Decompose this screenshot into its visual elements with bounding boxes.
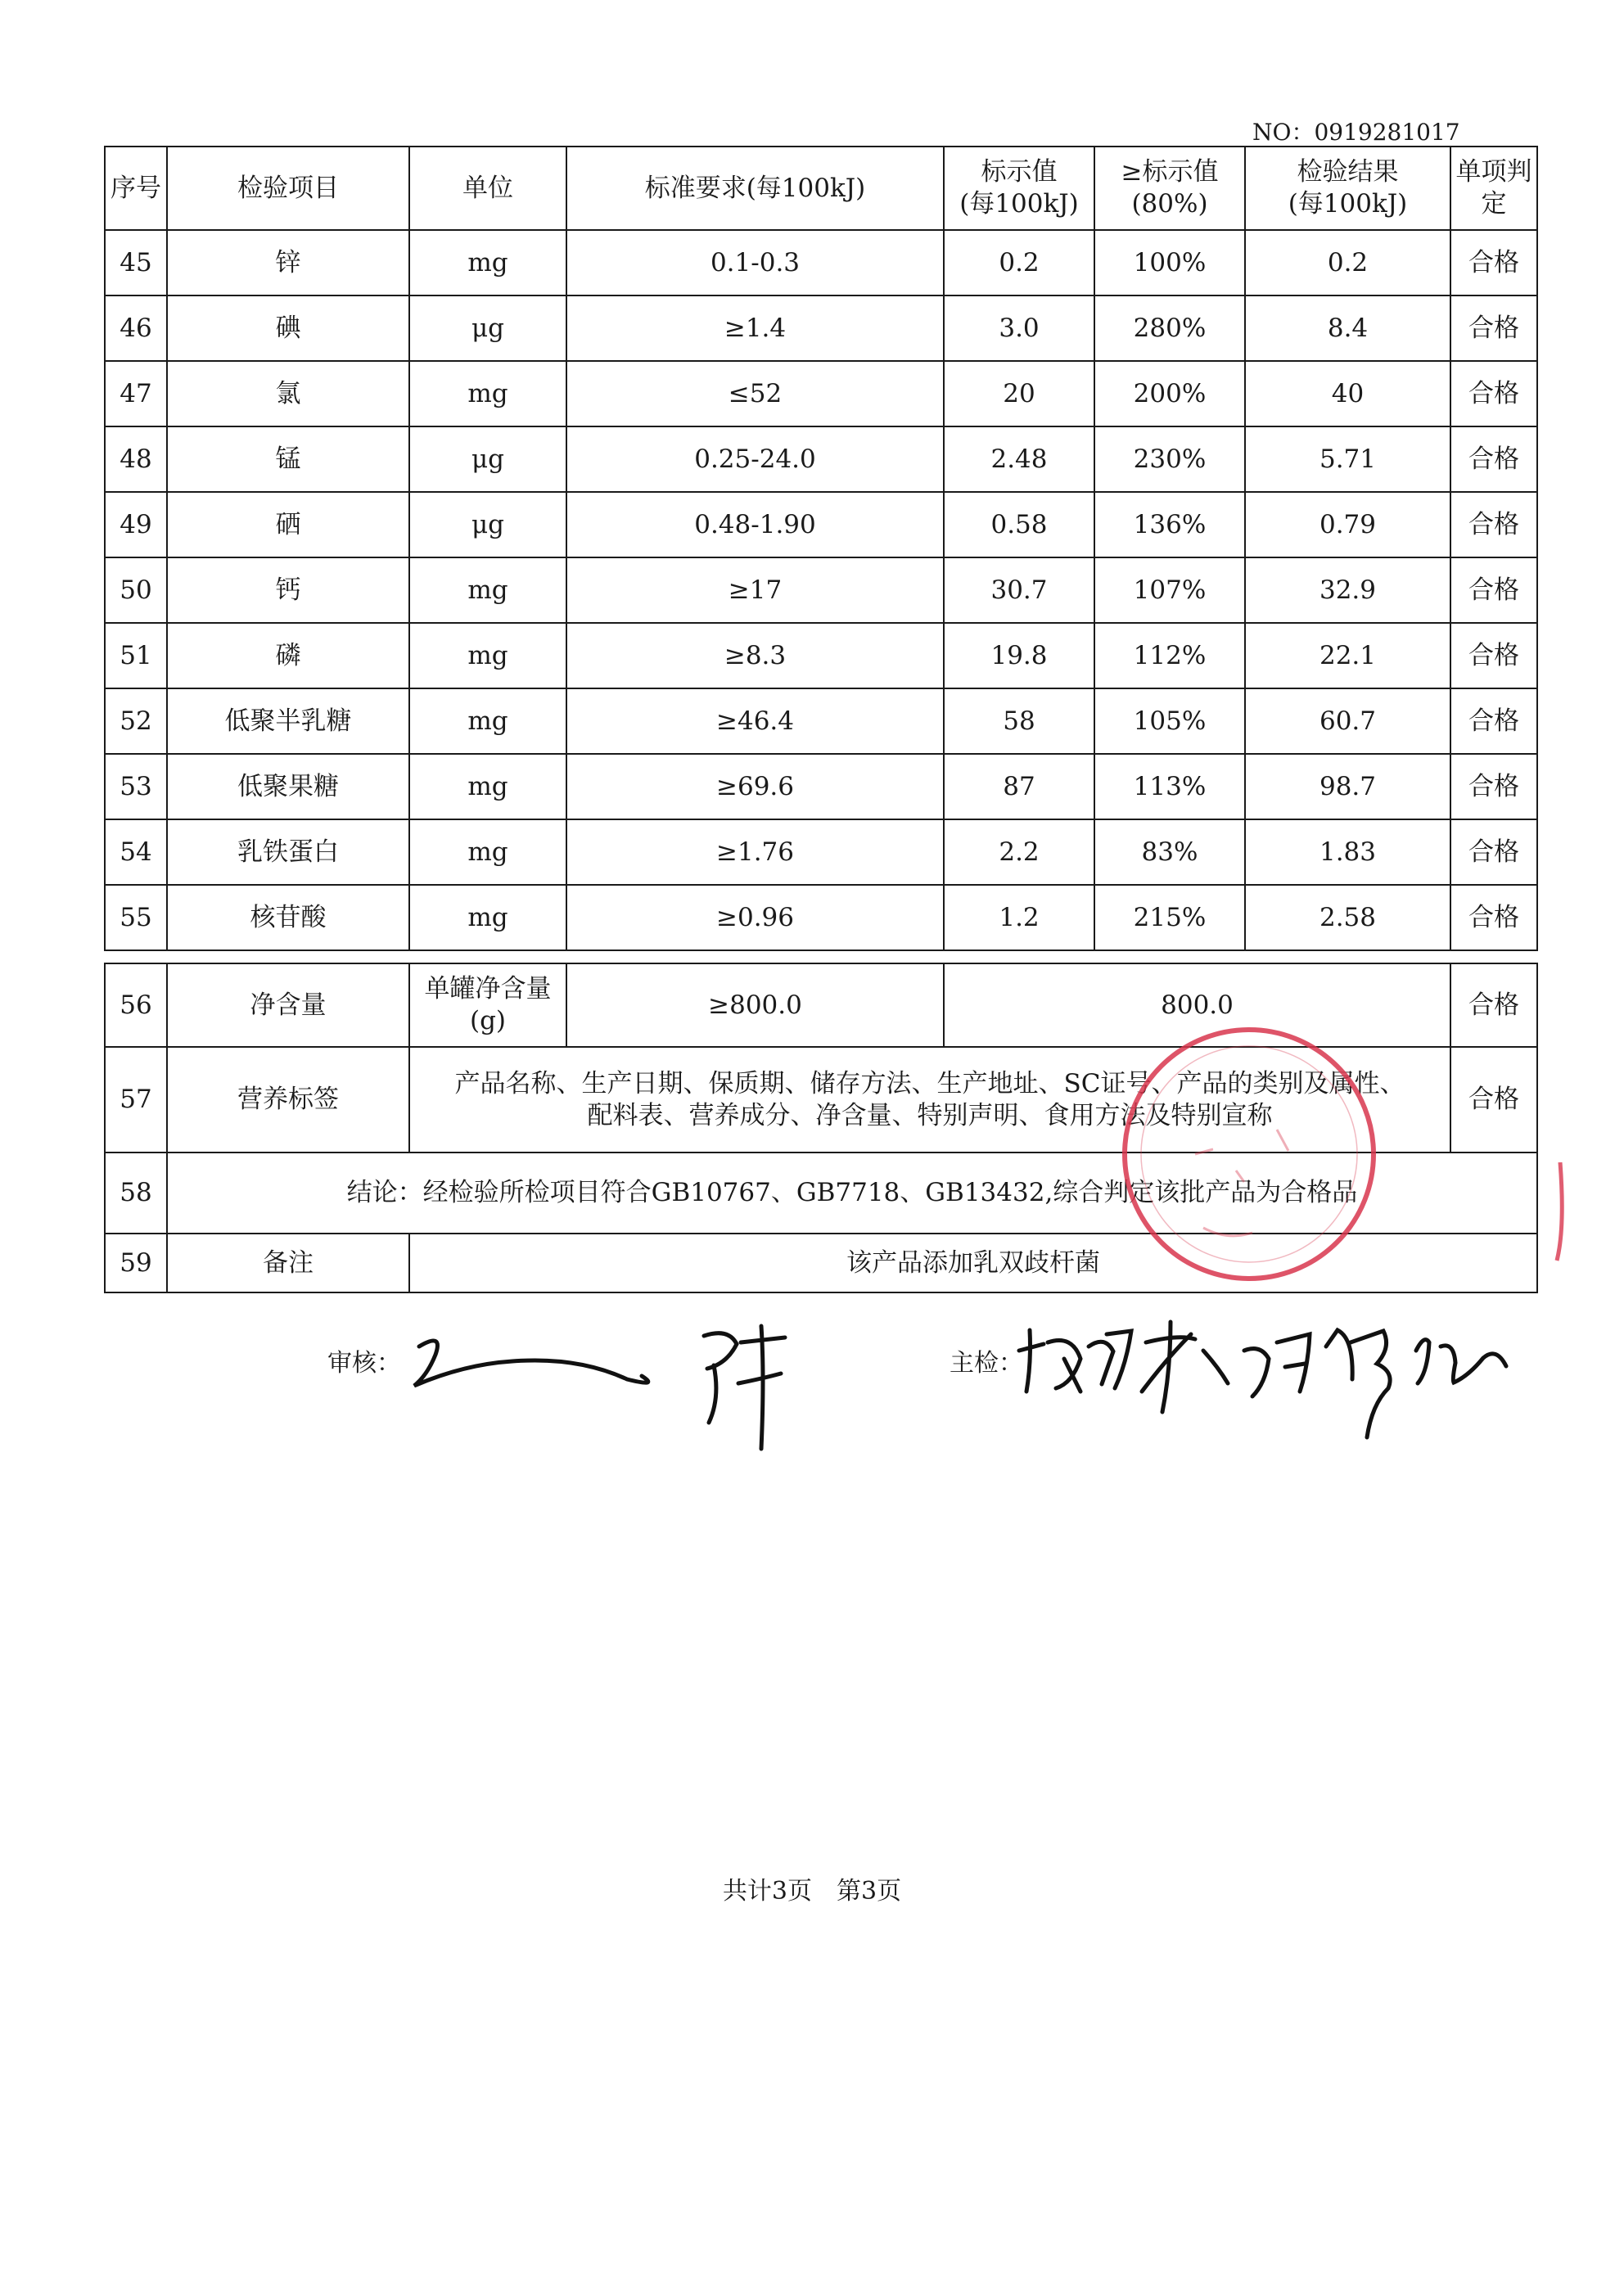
standard-cell: ≤52: [566, 361, 944, 426]
remark-cell: 该产品添加乳双歧杆菌: [409, 1234, 1537, 1292]
result-cell: 8.4: [1245, 295, 1450, 361]
item-name: 乳铁蛋白: [167, 819, 409, 885]
unit-cell: μg: [409, 426, 566, 492]
verdict-cell: 合格: [1450, 623, 1537, 688]
item-name: 备注: [167, 1234, 409, 1292]
item-name: 氯: [167, 361, 409, 426]
label-value-cell: 1.2: [944, 885, 1094, 950]
row-number: 59: [105, 1234, 167, 1292]
unit-cell: mg: [409, 754, 566, 819]
row-number: 48: [105, 426, 167, 492]
inspector-label: 主检：: [950, 1349, 1023, 1378]
page-counter: 共计3页 第3页: [722, 1877, 902, 1906]
header-cell: 检验结果 (每100kJ): [1245, 147, 1450, 230]
table-row: [105, 754, 1537, 819]
label-value-cell: 0.58: [944, 492, 1094, 557]
table-gap-cell: [105, 950, 1537, 963]
conclusion-cell: 结论：经检验所检项目符合GB10767、GB7718、GB13432,综合判定该批产品为合格品: [167, 1153, 1537, 1234]
table-row: [105, 688, 1537, 754]
ratio-cell: 83%: [1094, 819, 1245, 885]
verdict-cell: 合格: [1450, 230, 1537, 295]
verdict-cell: 合格: [1450, 963, 1537, 1047]
row-number: 52: [105, 688, 167, 754]
verdict-cell: 合格: [1450, 557, 1537, 623]
row-number: 53: [105, 754, 167, 819]
unit-cell: μg: [409, 492, 566, 557]
item-name: 锌: [167, 230, 409, 295]
ratio-cell: 230%: [1094, 426, 1245, 492]
ratio-cell: 136%: [1094, 492, 1245, 557]
unit-cell: mg: [409, 623, 566, 688]
verdict-cell: 合格: [1450, 361, 1537, 426]
result-cell: 1.83: [1245, 819, 1450, 885]
table-header-row: [105, 147, 1537, 230]
ratio-cell: 105%: [1094, 688, 1245, 754]
row-number: 58: [105, 1153, 167, 1234]
item-name: 硒: [167, 492, 409, 557]
verdict-cell: 合格: [1450, 1047, 1537, 1153]
unit-cell: mg: [409, 885, 566, 950]
label-value-cell: 19.8: [944, 623, 1094, 688]
row-number: 57: [105, 1047, 167, 1153]
table-row: [105, 492, 1537, 557]
margin-red-mark: [1557, 1162, 1562, 1261]
ratio-cell: 280%: [1094, 295, 1245, 361]
ratio-cell: 200%: [1094, 361, 1245, 426]
verdict-cell: 合格: [1450, 754, 1537, 819]
item-name: 核苷酸: [167, 885, 409, 950]
unit-cell: 单罐净含量 (g): [409, 963, 566, 1047]
label-value-cell: 87: [944, 754, 1094, 819]
label-value-cell: 20: [944, 361, 1094, 426]
standard-cell: 0.48-1.90: [566, 492, 944, 557]
table-row-conclusion: [105, 1153, 1537, 1234]
result-cell: 5.71: [1245, 426, 1450, 492]
unit-cell: mg: [409, 361, 566, 426]
result-cell: 0.79: [1245, 492, 1450, 557]
ratio-cell: 100%: [1094, 230, 1245, 295]
ratio-cell: 215%: [1094, 885, 1245, 950]
result-cell: 0.2: [1245, 230, 1450, 295]
label-value-cell: 2.48: [944, 426, 1094, 492]
result-cell: 32.9: [1245, 557, 1450, 623]
unit-cell: mg: [409, 688, 566, 754]
item-name: 低聚果糖: [167, 754, 409, 819]
label-value-cell: 30.7: [944, 557, 1094, 623]
result-cell: 22.1: [1245, 623, 1450, 688]
table-row-remark: [105, 1234, 1537, 1292]
header-cell: 标示值 (每100kJ): [944, 147, 1094, 230]
item-name: 营养标签: [167, 1047, 409, 1153]
unit-cell: μg: [409, 295, 566, 361]
standard-cell: ≥69.6: [566, 754, 944, 819]
header-cell: 单项判定: [1450, 147, 1537, 230]
item-name: 碘: [167, 295, 409, 361]
row-number: 49: [105, 492, 167, 557]
ratio-cell: 107%: [1094, 557, 1245, 623]
result-cell: 60.7: [1245, 688, 1450, 754]
item-name: 锰: [167, 426, 409, 492]
row-number: 50: [105, 557, 167, 623]
row-number: 54: [105, 819, 167, 885]
result-cell: 800.0: [944, 963, 1450, 1047]
header-cell: ≥标示值 (80%): [1094, 147, 1245, 230]
table-row: [105, 819, 1537, 885]
table-row: [105, 230, 1537, 295]
item-name: 净含量: [167, 963, 409, 1047]
verdict-cell: 合格: [1450, 295, 1537, 361]
table-row: [105, 623, 1537, 688]
table-row: [105, 295, 1537, 361]
item-name: 钙: [167, 557, 409, 623]
result-cell: 2.58: [1245, 885, 1450, 950]
item-name: 磷: [167, 623, 409, 688]
table-row: [105, 885, 1537, 950]
row-number: 51: [105, 623, 167, 688]
row-number: 47: [105, 361, 167, 426]
item-name: 低聚半乳糖: [167, 688, 409, 754]
standard-cell: 0.25-24.0: [566, 426, 944, 492]
row-number: 55: [105, 885, 167, 950]
table-row: [105, 361, 1537, 426]
label-value-cell: 2.2: [944, 819, 1094, 885]
standard-cell: ≥1.4: [566, 295, 944, 361]
table-row: [105, 557, 1537, 623]
standard-cell: ≥0.96: [566, 885, 944, 950]
reviewer-signature: [414, 1326, 785, 1449]
document-number: NO：0919281017: [1252, 119, 1460, 146]
ratio-cell: 112%: [1094, 623, 1245, 688]
verdict-cell: 合格: [1450, 688, 1537, 754]
verdict-cell: 合格: [1450, 426, 1537, 492]
inspection-results-table: [104, 146, 1538, 1293]
row-number: 56: [105, 963, 167, 1047]
row-number: 45: [105, 230, 167, 295]
label-value-cell: 0.2: [944, 230, 1094, 295]
result-cell: 98.7: [1245, 754, 1450, 819]
table-row-nutrition-label: [105, 1047, 1537, 1153]
verdict-cell: 合格: [1450, 819, 1537, 885]
header-cell: 单位: [409, 147, 566, 230]
row-number: 46: [105, 295, 167, 361]
verdict-cell: 合格: [1450, 885, 1537, 950]
verdict-cell: 合格: [1450, 492, 1537, 557]
inspector-signatures: [1019, 1322, 1506, 1437]
standard-cell: ≥8.3: [566, 623, 944, 688]
header-cell: 序号: [105, 147, 167, 230]
standard-cell: 0.1-0.3: [566, 230, 944, 295]
standard-cell: ≥46.4: [566, 688, 944, 754]
label-value-cell: 3.0: [944, 295, 1094, 361]
unit-cell: mg: [409, 230, 566, 295]
header-cell: 标准要求(每100kJ): [566, 147, 944, 230]
table-row: [105, 426, 1537, 492]
label-content-cell: 产品名称、生产日期、保质期、储存方法、生产地址、SC证号、产品的类别及属性、 配料表、营养成分、净含量、特别声明、食用方法及特别宣称: [409, 1047, 1450, 1153]
reviewer-label: 审核：: [327, 1349, 401, 1378]
header-cell: 检验项目: [167, 147, 409, 230]
label-value-cell: 58: [944, 688, 1094, 754]
unit-cell: mg: [409, 819, 566, 885]
standard-cell: ≥800.0: [566, 963, 944, 1047]
table-gap-row: [105, 950, 1537, 963]
ratio-cell: 113%: [1094, 754, 1245, 819]
standard-cell: ≥17: [566, 557, 944, 623]
table-row-net-content: [105, 963, 1537, 1047]
standard-cell: ≥1.76: [566, 819, 944, 885]
unit-cell: mg: [409, 557, 566, 623]
result-cell: 40: [1245, 361, 1450, 426]
